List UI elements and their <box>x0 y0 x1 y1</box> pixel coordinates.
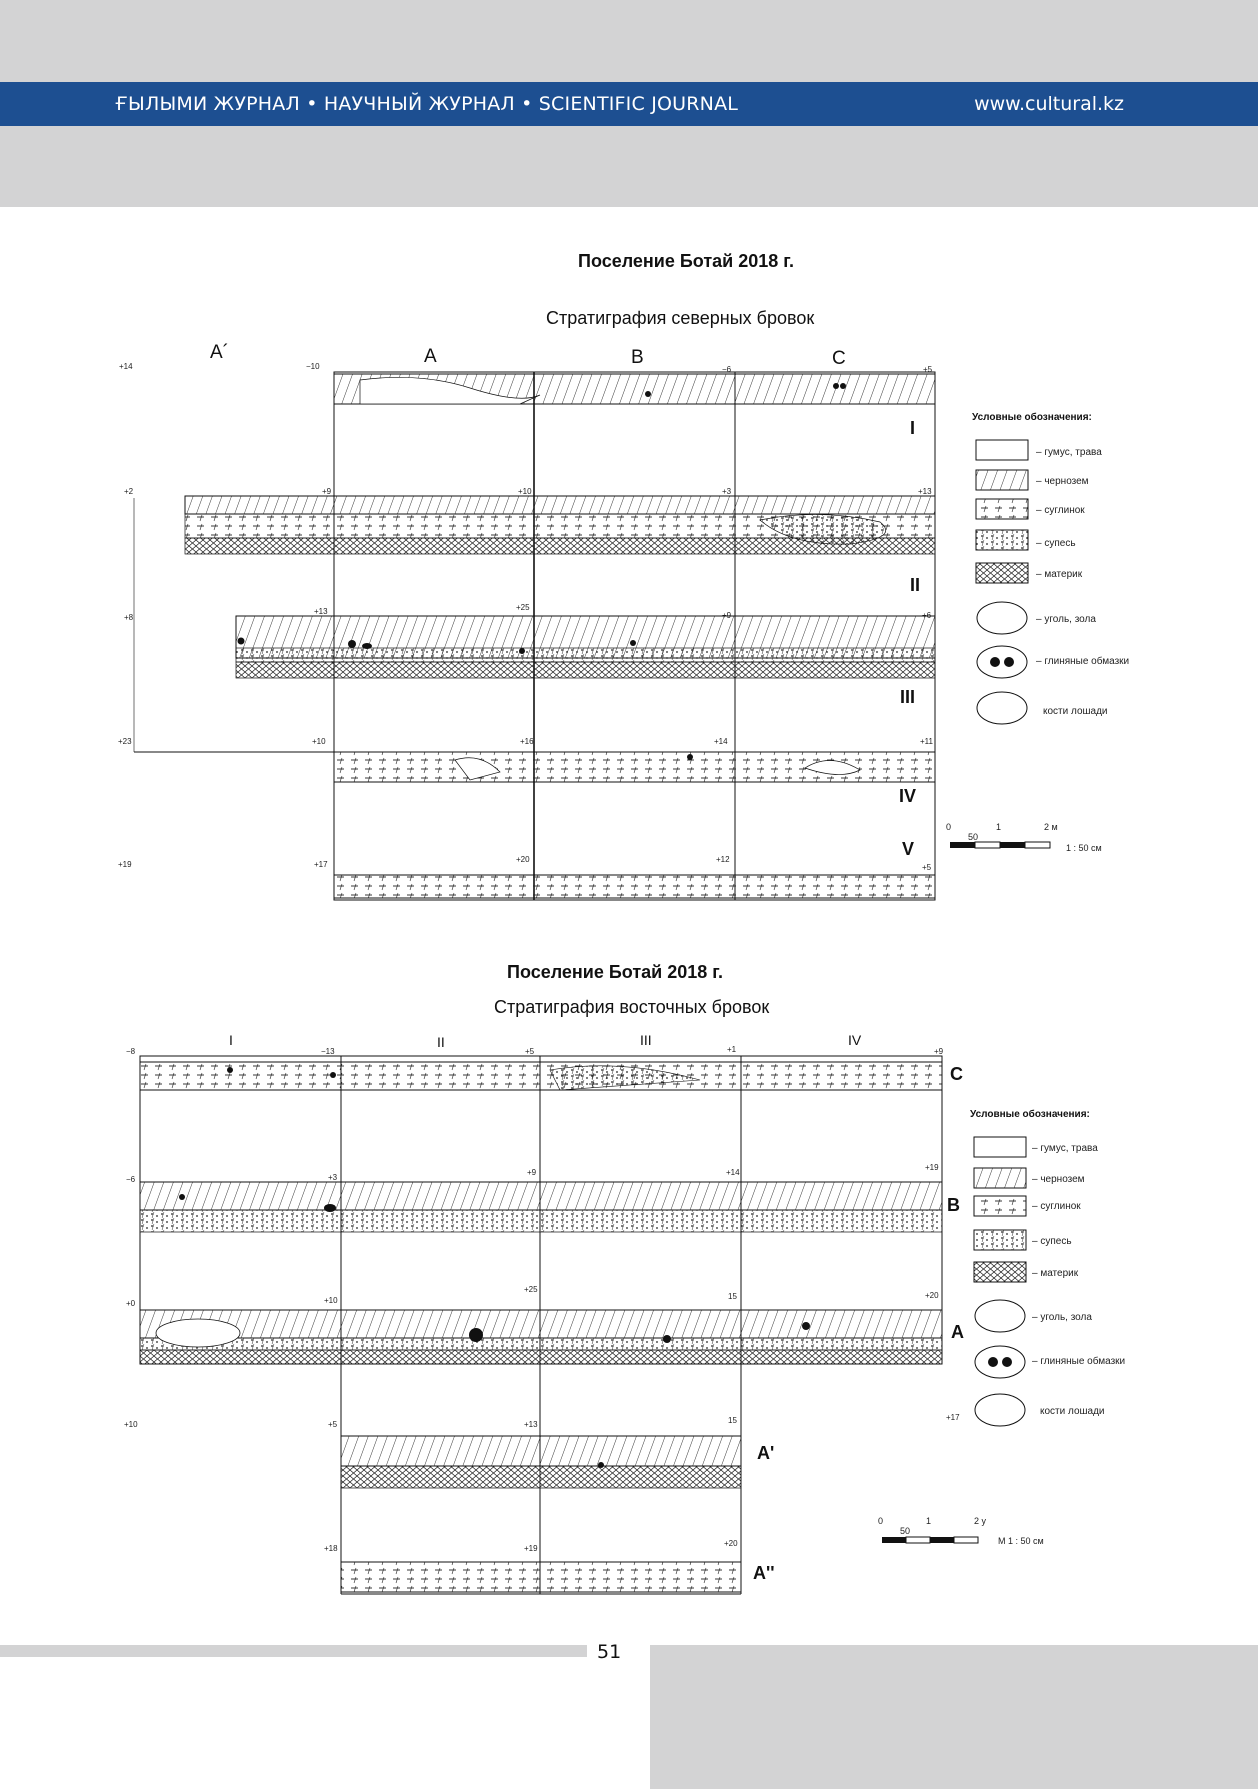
svg-text:+14: +14 <box>714 737 728 746</box>
figure1-subtitle: Стратиграфия северных бровок <box>546 308 815 328</box>
fig1-row-label: III <box>900 687 916 707</box>
fig1-col-label: B <box>631 347 644 368</box>
svg-text:+5: +5 <box>923 365 933 374</box>
figure2-title: Поселение Ботай 2018 г. <box>507 962 723 982</box>
journal-website[interactable]: www.cultural.kz <box>974 93 1124 115</box>
figure1-drawing <box>118 342 1129 900</box>
figure2-drawing <box>124 1032 1125 1594</box>
clay-coating-dot <box>663 1335 671 1343</box>
svg-text:0: 0 <box>946 822 952 832</box>
fig2-strip-A-prime <box>341 1436 741 1488</box>
svg-text:кости лошади: кости лошади <box>1043 706 1108 717</box>
svg-text:– уголь, зола: – уголь, зола <box>1032 1312 1092 1323</box>
fig2-strip-A-double-prime <box>341 1562 741 1592</box>
svg-text:+5: +5 <box>328 1420 338 1429</box>
svg-text:+3: +3 <box>328 1173 338 1182</box>
svg-text:15: 15 <box>728 1292 737 1301</box>
svg-text:+13: +13 <box>918 487 932 496</box>
svg-text:+19: +19 <box>925 1163 939 1172</box>
svg-text:+12: +12 <box>716 855 730 864</box>
svg-text:2 м: 2 м <box>1044 822 1058 832</box>
clay-coating-dot <box>687 754 693 760</box>
clay-coating-dot <box>324 1204 336 1212</box>
fig1-legend <box>972 411 1129 724</box>
svg-text:+16: +16 <box>520 737 534 746</box>
clay-coating-dot <box>519 648 525 654</box>
clay-coating-dot <box>840 383 846 389</box>
svg-text:+13: +13 <box>314 607 328 616</box>
svg-text:+9: +9 <box>322 487 332 496</box>
svg-text:+3: +3 <box>722 487 732 496</box>
svg-text:– чернозем: – чернозем <box>1032 1174 1085 1185</box>
fig1-row-label: I <box>910 418 916 438</box>
svg-text:+5: +5 <box>922 863 932 872</box>
svg-text:+10: +10 <box>312 737 326 746</box>
svg-text:Условные обозначения:: Условные обозначения: <box>970 1109 1090 1120</box>
svg-text:+25: +25 <box>524 1285 538 1294</box>
fig1-row-label: IV <box>899 786 917 806</box>
svg-text:IV: IV <box>848 1032 862 1048</box>
svg-text:III: III <box>640 1032 652 1048</box>
svg-text:+5: +5 <box>525 1047 535 1056</box>
svg-text:+20: +20 <box>925 1291 939 1300</box>
svg-text:A'': A'' <box>753 1563 775 1583</box>
clay-coating-dot <box>238 638 245 645</box>
svg-text:– материк: – материк <box>1032 1268 1079 1279</box>
svg-text:+23: +23 <box>118 737 132 746</box>
fig1-strip-row2 <box>185 496 935 554</box>
svg-text:−10: −10 <box>306 362 320 371</box>
svg-text:+17: +17 <box>314 860 328 869</box>
svg-text:+14: +14 <box>119 362 133 371</box>
svg-text:+20: +20 <box>516 855 530 864</box>
svg-text:М 1 : 50 см: М 1 : 50 см <box>998 1536 1044 1546</box>
fig1-strip-row1 <box>334 374 935 404</box>
fig2-strip-B <box>140 1182 942 1232</box>
fig1-strip-row5 <box>334 875 935 898</box>
svg-text:+19: +19 <box>118 860 132 869</box>
svg-text:−13: −13 <box>321 1047 335 1056</box>
svg-text:– суглинок: – суглинок <box>1032 1201 1081 1212</box>
svg-text:+10: +10 <box>518 487 532 496</box>
fig1-col-label: C <box>832 348 846 369</box>
clay-coating-dot <box>330 1072 336 1078</box>
clay-coating-dot <box>348 640 356 648</box>
clay-coating-dot <box>598 1462 604 1468</box>
svg-text:1 : 50 см: 1 : 50 см <box>1066 843 1102 853</box>
clay-coating-dot <box>630 640 636 646</box>
svg-text:– уголь, зола: – уголь, зола <box>1036 614 1096 625</box>
svg-text:B: B <box>947 1195 960 1215</box>
fig2-strip-A <box>140 1310 942 1364</box>
fig1-strip-row3 <box>236 616 935 678</box>
svg-text:+0: +0 <box>126 1299 136 1308</box>
svg-text:+25: +25 <box>516 603 530 612</box>
figure2-subtitle: Стратиграфия восточных бровок <box>494 997 770 1017</box>
svg-text:– глиняные обмазки: – глиняные обмазки <box>1032 1356 1126 1367</box>
page-number: 51 <box>597 1641 622 1663</box>
fig2-scale-bar <box>878 1516 1044 1546</box>
svg-text:+8: +8 <box>124 613 134 622</box>
svg-text:−8: −8 <box>126 1047 136 1056</box>
clay-coating-dot <box>362 643 372 649</box>
journal-title: ҒЫЛЫМИ ЖУРНАЛ • НАУЧНЫЙ ЖУРНАЛ • SCIENTIFIC JOURNAL <box>115 93 739 115</box>
fig1-row-label: II <box>910 575 921 595</box>
svg-text:+1: +1 <box>727 1045 737 1054</box>
svg-text:+17: +17 <box>946 1413 960 1422</box>
svg-text:+10: +10 <box>124 1420 138 1429</box>
svg-text:+2: +2 <box>124 487 134 496</box>
svg-text:C: C <box>950 1064 963 1084</box>
svg-text:– материк: – материк <box>1036 569 1083 580</box>
svg-text:+9: +9 <box>934 1047 944 1056</box>
svg-text:A': A' <box>757 1443 775 1463</box>
fig2-strip-C <box>140 1062 942 1090</box>
svg-text:– глиняные обмазки: – глиняные обмазки <box>1036 656 1130 667</box>
svg-text:кости лошади: кости лошади <box>1040 1406 1105 1417</box>
svg-text:+18: +18 <box>324 1544 338 1553</box>
svg-text:– чернозем: – чернозем <box>1036 476 1089 487</box>
svg-text:Условные обозначения:: Условные обозначения: <box>972 412 1092 423</box>
svg-text:A: A <box>951 1322 964 1342</box>
fig1-strip-row4 <box>334 752 935 782</box>
svg-text:+9: +9 <box>722 611 732 620</box>
fig1-col-label: A´ <box>210 342 229 363</box>
svg-text:– супесь: – супесь <box>1036 538 1076 549</box>
svg-text:– гумус, трава: – гумус, трава <box>1036 447 1102 458</box>
svg-text:50: 50 <box>900 1526 911 1536</box>
svg-text:I: I <box>229 1032 233 1048</box>
svg-text:+10: +10 <box>324 1296 338 1305</box>
svg-text:2 у: 2 у <box>974 1516 987 1526</box>
footer-bar-left <box>0 1645 587 1657</box>
svg-text:+13: +13 <box>524 1420 538 1429</box>
svg-text:+9: +9 <box>527 1168 537 1177</box>
svg-text:1: 1 <box>926 1516 932 1526</box>
fig2-legend <box>970 1108 1125 1426</box>
fig1-row-label: V <box>902 839 915 859</box>
svg-text:+20: +20 <box>724 1539 738 1548</box>
svg-text:50: 50 <box>968 832 979 842</box>
svg-text:II: II <box>437 1034 445 1050</box>
svg-text:+19: +19 <box>524 1544 538 1553</box>
svg-text:0: 0 <box>878 1516 884 1526</box>
clay-coating-dot <box>833 383 839 389</box>
svg-text:– суглинок: – суглинок <box>1036 505 1085 516</box>
svg-text:+14: +14 <box>726 1168 740 1177</box>
svg-text:1: 1 <box>996 822 1002 832</box>
svg-text:+6: +6 <box>922 611 932 620</box>
clay-coating-dot <box>469 1328 483 1342</box>
clay-coating-dot <box>645 391 651 397</box>
svg-text:+11: +11 <box>920 737 933 746</box>
figure1-title: Поселение Ботай 2018 г. <box>578 251 794 271</box>
svg-text:15: 15 <box>728 1416 737 1425</box>
clay-coating-dot <box>227 1067 233 1073</box>
clay-coating-dot <box>179 1194 185 1200</box>
svg-text:– гумус, трава: – гумус, трава <box>1032 1143 1098 1154</box>
fig1-scale-bar <box>946 822 1102 853</box>
fig1-col-label: A <box>424 346 437 367</box>
svg-text:−6: −6 <box>722 365 732 374</box>
svg-text:−6: −6 <box>126 1175 136 1184</box>
footer-bar-right <box>650 1645 1258 1789</box>
svg-text:– супесь: – супесь <box>1032 1236 1072 1247</box>
clay-coating-dot <box>802 1322 810 1330</box>
